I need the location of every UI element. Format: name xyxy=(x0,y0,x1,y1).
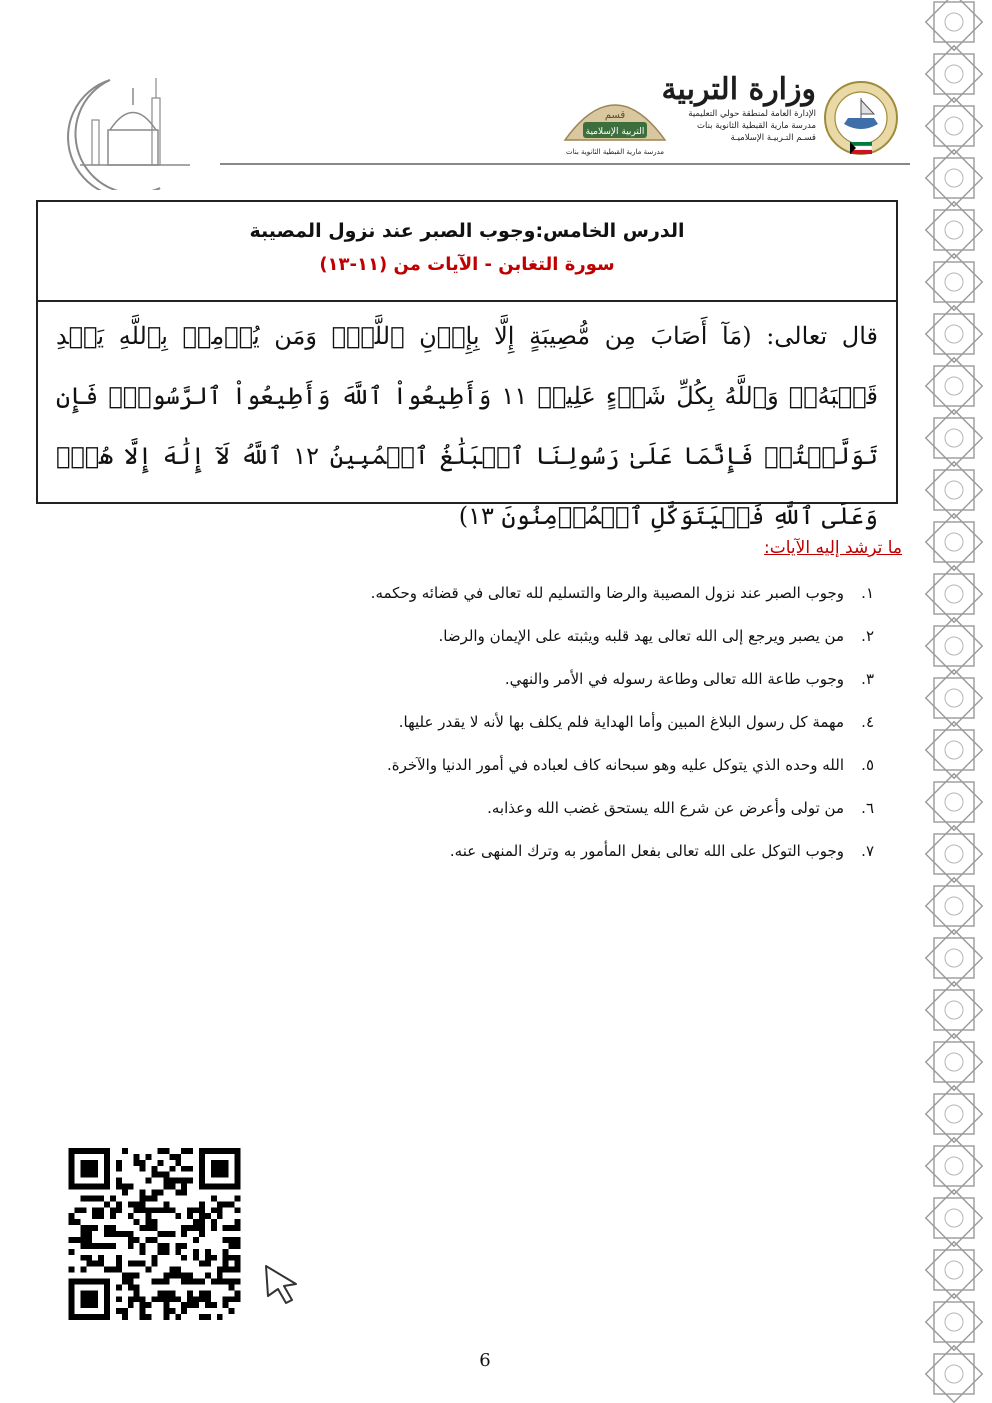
item-text: من تولى وأعرض عن شرع الله يستحق غضب الله وعذابه. xyxy=(487,799,844,817)
qr-code-icon[interactable] xyxy=(68,1148,241,1320)
item-number: ٣. xyxy=(861,670,874,688)
kuwait-emblem-icon xyxy=(820,78,902,164)
item-number: ٦. xyxy=(861,799,874,817)
item-text: مهمة كل رسول البلاغ المبين وأما الهداية فلم يكلف بها لأنه لا يقدر عليها. xyxy=(398,713,844,731)
lesson-title-area xyxy=(38,202,896,302)
list-item xyxy=(234,830,874,873)
list-item xyxy=(234,615,874,658)
surah-title: سورة التغابن - الآيات من (١١-١٣) xyxy=(319,254,615,275)
decorative-border xyxy=(912,0,992,1403)
verse-text: (مَآ أَصَابَ مِن مُّصِيبَةٍ إِلَّا بِإِذۡنِ ٱللَّهِۗ وَمَن يُؤۡمِنۢ بِٱللَّهِ يَهۡدِ قَلۡبَهُۥۚ وَٱللَّهُ بِكُلِّ شَيۡءٍ عَلِيمٞ ١١ وَأَطِيعُواْ ٱللَّهَ وَأَطِيعُواْ ٱلرَّسُولَۚ فَإِن تَوَلَّيۡتُمۡ فَإِنَّمَا عَلَىٰ رَسُولِنَا ٱلۡبَلَٰغُ ٱلۡمُبِينُ ١٢ ٱللَّهُ لَآ إِلَٰهَ إِلَّا هُوَۚ وَعَلَى ٱللَّهِ فَلۡيَتَوَكَّلِ ٱلۡمُؤۡمِنُونَ ١٣) xyxy=(56,322,878,530)
guidance-heading: ما ترشد إليه الآيات: xyxy=(764,538,902,558)
item-number: ١. xyxy=(861,584,874,602)
item-text: الله وحده الذي يتوكل عليه وهو سبحانه كاف لعباده في أمور الدنيا والآخرة. xyxy=(386,756,844,774)
page-number: 6 xyxy=(479,1350,491,1371)
cursor-arrow-icon xyxy=(262,1262,302,1306)
item-text: وجوب طاعة الله تعالى وطاعة رسوله في الأمر والنهي. xyxy=(504,670,844,688)
verse-intro: قال تعالى: xyxy=(766,322,878,350)
list-item xyxy=(234,701,874,744)
item-number: ٥. xyxy=(861,756,874,774)
dept-logo-line-3: مدرسة مارية القبطية الثانوية بنات xyxy=(566,148,664,156)
ministry-line-1: الإدارة العامة لمنطقة حولي التعليمية xyxy=(688,109,816,119)
dept-logo-line-1: قسم xyxy=(604,110,626,121)
ministry-line-2: مدرسة مارية القبطية الثانوية بنات xyxy=(697,121,816,131)
ministry-name: وزارة التربية xyxy=(661,72,816,107)
item-text: وجوب الصبر عند نزول المصيبة والرضا والتسليم لله تعالى في قضائه وحكمه. xyxy=(370,584,844,602)
item-number: ٧. xyxy=(861,842,874,860)
list-item xyxy=(234,658,874,701)
lesson-box xyxy=(36,200,898,530)
ministry-line-3: قسـم التـربيـة الإسلاميـة xyxy=(730,133,816,143)
quran-verse xyxy=(38,302,896,546)
mosque-crescent-icon xyxy=(40,70,220,190)
list-item xyxy=(234,787,874,830)
item-text: من يصبر ويرجع إلى الله تعالى يهد قلبه ويثبته على الإيمان والرضا. xyxy=(438,627,844,645)
page-header xyxy=(0,0,912,200)
header-divider xyxy=(220,163,910,165)
dept-logo-line-2: التربية الإسلامية xyxy=(585,127,645,137)
item-number: ٤. xyxy=(861,713,874,731)
ministry-header xyxy=(566,72,816,144)
item-text: وجوب التوكل على الله تعالى بفعل المأمور به وترك المنهى عنه. xyxy=(449,842,844,860)
list-item xyxy=(234,572,874,615)
item-number: ٢. xyxy=(861,627,874,645)
guidance-list xyxy=(234,572,874,873)
list-item xyxy=(234,744,874,787)
lesson-title: الدرس الخامس:وجوب الصبر عند نزول المصيبة xyxy=(249,220,685,242)
